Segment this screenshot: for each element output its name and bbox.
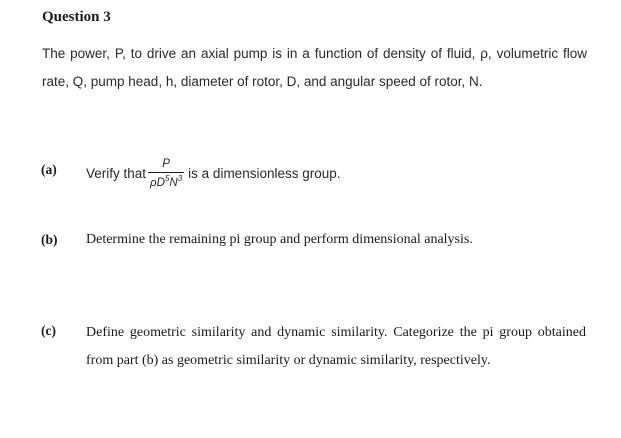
fraction-denominator: $\rho D^5N^3$: [150, 174, 183, 189]
question-title: Question 3: [42, 9, 111, 25]
part-a-label: (a): [41, 162, 57, 177]
part-a-text: [86, 158, 341, 189]
dimensionless-fraction: [148, 158, 184, 189]
part-c-text: Define geometric similarity and dynamic similarity. Categorize the pi group obtained from part (b) as geometric similarity or dynamic similarity, respectively.: [86, 325, 586, 368]
part-b-text: Determine the remaining pi group and perform dimensional analysis.: [86, 232, 473, 247]
part-a-before: Verify that: [86, 165, 147, 181]
part-c-label: (c): [41, 323, 56, 338]
question-intro: The power, P, to drive an axial pump is in a function of density of fluid, ρ, volumetric flow rate, Q, pump head, h, diameter of rotor, D, and angular speed of rotor, N.: [42, 46, 587, 89]
part-a-after: is a dimensionless group.: [188, 165, 341, 181]
part-b-label: (b): [41, 232, 58, 247]
fraction-numerator: P: [162, 158, 170, 170]
